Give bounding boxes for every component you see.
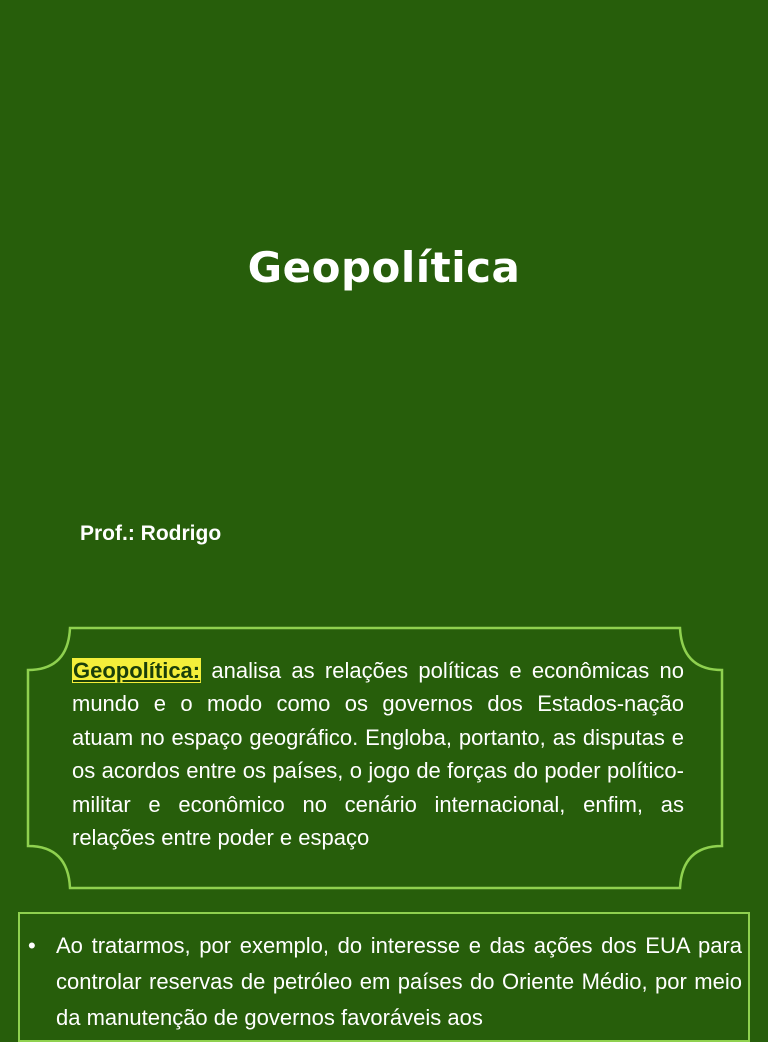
bullet-box [18,912,750,1042]
definition-paragraph [72,654,684,854]
definition-body: analisa as relações políticas e econômicas no mundo e o modo como os governos dos Estados-nação atuam no espaço geográfico. Engloba, portanto, as disputas e os acordos entre os países, o jogo de forças do poder político-militar e econômico no cenário internacional, enfim, as relações entre poder e espaço [72,658,684,851]
slide-title: Geopolítica [247,243,521,292]
definition-term: Geopolítica: [73,658,201,683]
bullet-item [28,928,742,1036]
author-label: Prof.: Rodrigo [80,522,222,545]
bullet-icon: • [28,933,36,958]
bullet-text: Ao tratarmos, por exemplo, do interesse e das ações dos EUA para controlar reservas de petróleo em países do Oriente Médio, por meio da manutenção de governos favoráveis aos [56,933,742,1030]
definition-frame [26,626,724,890]
